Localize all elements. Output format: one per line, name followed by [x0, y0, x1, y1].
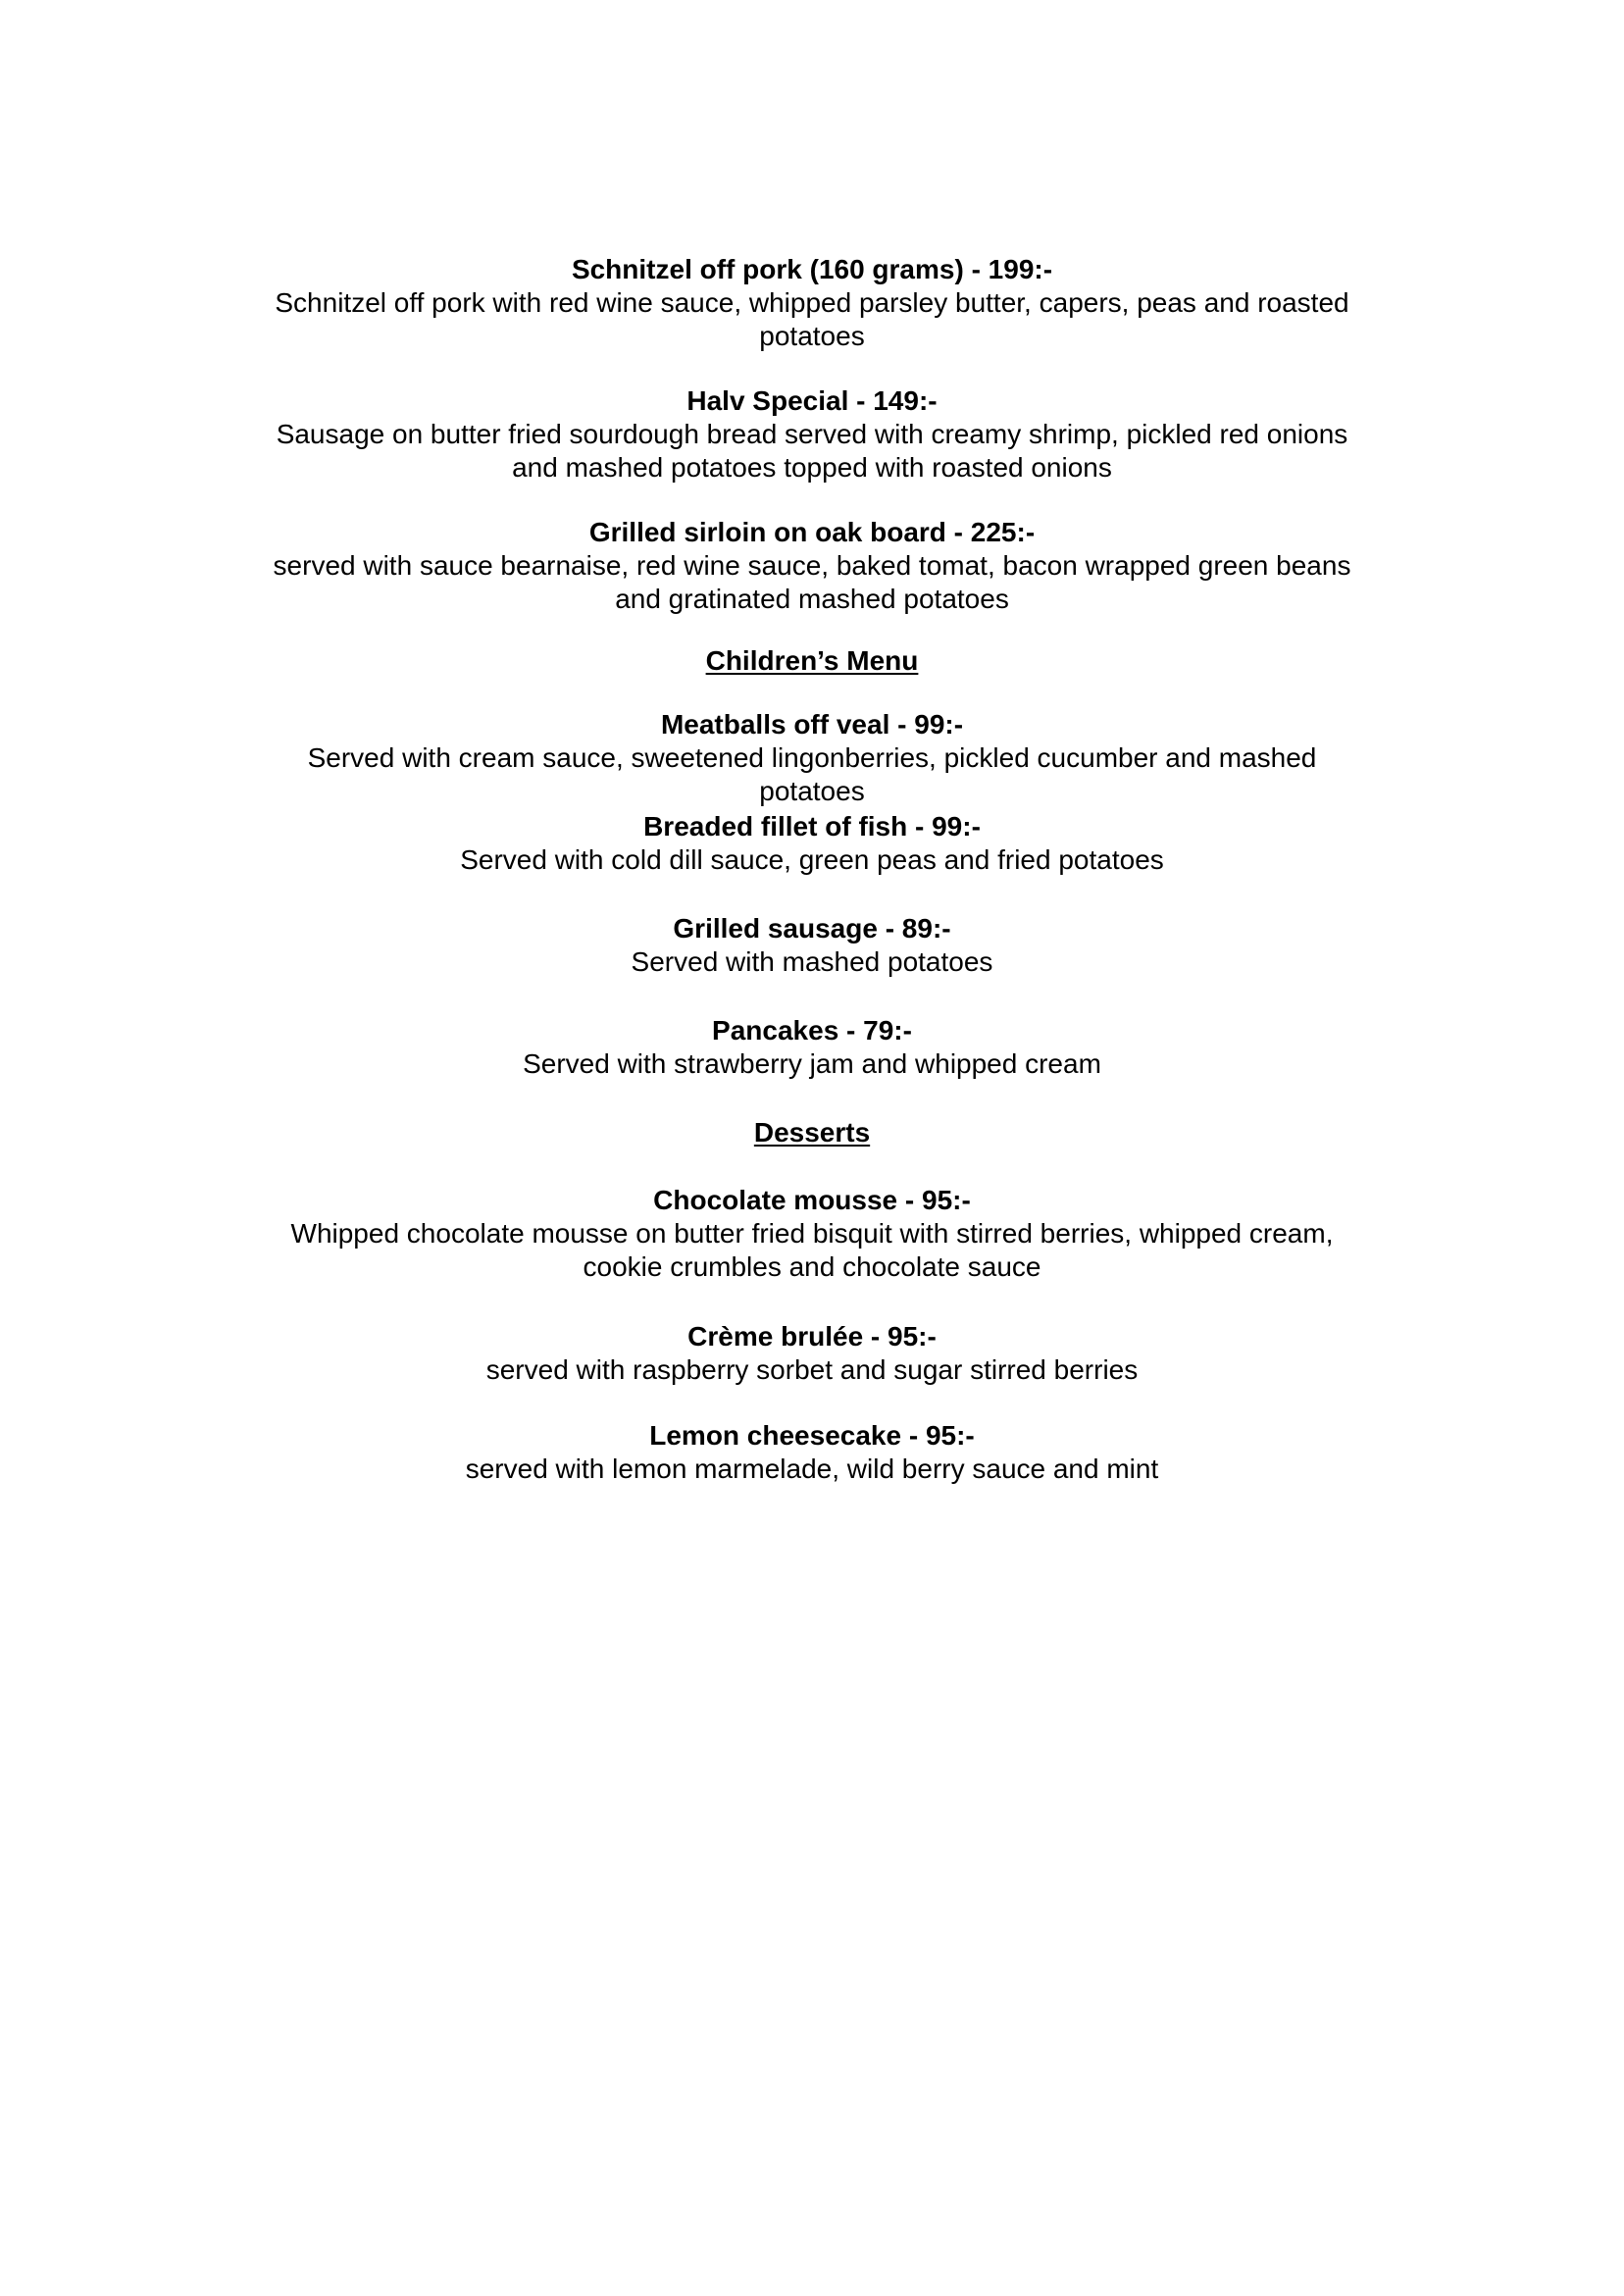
menu-item-grilled-sirloin — [265, 516, 1359, 616]
menu-item-fish — [265, 810, 1359, 877]
menu-item-title: Grilled sausage - 89:- — [673, 913, 951, 944]
menu-item-description: Served with mashed potatoes — [631, 946, 993, 977]
menu-item-title: Lemon cheesecake - 95:- — [649, 1420, 975, 1451]
menu-item-title: Meatballs off veal - 99:- — [660, 709, 964, 740]
menu-item-title: Schnitzel off pork (160 grams) - 199:- — [571, 254, 1053, 284]
menu-item-description: Served with cold dill sauce, green peas and fried potatoes — [460, 844, 1164, 875]
menu-item-schnitzel — [265, 253, 1359, 353]
menu-item-description: Sausage on butter fried sourdough bread served with creamy shrimp, pickled red onions and mashed potatoes topped with roasted onions — [276, 419, 1348, 483]
menu-item-meatballs — [265, 708, 1359, 808]
menu-item-grilled-sausage — [265, 912, 1359, 979]
menu-item-lemon-cheesecake — [265, 1419, 1359, 1486]
menu-item-title: Crème brulée - 95:- — [687, 1321, 937, 1352]
menu-item-description: served with lemon marmelade, wild berry sauce and mint — [465, 1454, 1159, 1484]
menu-item-description: Whipped chocolate mousse on butter fried bisquit with stirred berries, whipped cream, cookie crumbles and chocolate sauce — [290, 1218, 1334, 1282]
menu-item-description: Served with cream sauce, sweetened lingonberries, pickled cucumber and mashed potatoes — [307, 742, 1317, 806]
menu-item-description: Served with strawberry jam and whipped cream — [523, 1048, 1101, 1079]
menu-item-pancakes — [265, 1014, 1359, 1081]
menu-item-halv-special — [265, 384, 1359, 485]
menu-item-title: Breaded fillet of fish - 99:- — [643, 811, 981, 842]
section-heading-desserts: Desserts — [753, 1117, 871, 1148]
menu-item-description: Schnitzel off pork with red wine sauce, whipped parsley butter, capers, peas and roasted potatoes — [275, 287, 1349, 351]
menu-item-title: Pancakes - 79:- — [712, 1015, 912, 1046]
menu-item-title: Halv Special - 149:- — [686, 385, 938, 416]
menu-item-title: Chocolate mousse - 95:- — [653, 1185, 971, 1215]
menu-item-description: served with raspberry sorbet and sugar stirred berries — [485, 1354, 1139, 1385]
menu-item-title: Grilled sirloin on oak board - 225:- — [588, 517, 1036, 547]
menu-item-chocolate-mousse — [265, 1184, 1359, 1284]
menu-item-description: served with sauce bearnaise, red wine sauce, baked tomat, bacon wrapped green beans and gratinated mashed potatoes — [273, 550, 1351, 614]
section-heading-children: Children’s Menu — [705, 645, 919, 676]
menu-item-creme-brulee — [265, 1320, 1359, 1387]
